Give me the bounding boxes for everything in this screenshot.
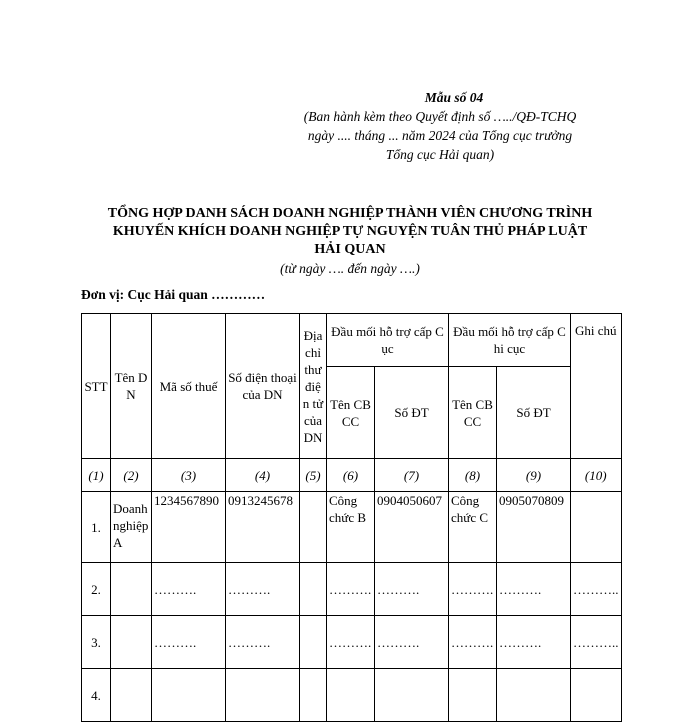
- row-note: ………..: [571, 616, 622, 669]
- header-dept-officer-phone: Số ĐT: [375, 367, 449, 459]
- row-dept-phone: ……….: [375, 616, 449, 669]
- row-email: [300, 492, 327, 563]
- row-tax-code: ……….: [152, 563, 226, 616]
- column-number: (4): [226, 459, 300, 492]
- title-line-1: TỔNG HỢP DANH SÁCH DOANH NGHIỆP THÀNH VIÊN CHƯƠNG TRÌNH: [107, 206, 593, 221]
- row-email: [300, 616, 327, 669]
- row-dept-officer: Công chức B: [327, 492, 375, 563]
- column-number: (3): [152, 459, 226, 492]
- title-line-3: HẢI QUAN: [314, 242, 386, 257]
- row-dept-officer: [327, 669, 375, 722]
- row-branch-phone: ……….: [497, 616, 571, 669]
- row-company-name: [111, 563, 152, 616]
- row-stt: 1.: [82, 492, 111, 563]
- issued-by-line-1: (Ban hành kèm theo Quyết định số …../QĐ-TCHQ: [303, 109, 577, 124]
- issued-by-line-2: ngày .... tháng ... năm 2024 của Tổng cục trưởng: [307, 128, 573, 143]
- column-number: (5): [300, 459, 327, 492]
- row-branch-phone: [497, 669, 571, 722]
- table-row: [82, 669, 622, 722]
- row-branch-officer: ……….: [449, 563, 497, 616]
- row-email: [300, 669, 327, 722]
- row-branch-officer: [449, 669, 497, 722]
- row-email: [300, 563, 327, 616]
- row-dept-officer: ……….: [327, 563, 375, 616]
- row-dept-phone: [375, 669, 449, 722]
- row-phone: 0913245678: [226, 492, 300, 563]
- row-phone: ……….: [226, 563, 300, 616]
- header-stt: STT: [82, 314, 111, 459]
- row-branch-phone: ……….: [497, 563, 571, 616]
- issued-by-line-3: Tổng cục Hải quan): [385, 147, 495, 162]
- column-number: (6): [327, 459, 375, 492]
- table-row: [82, 563, 622, 616]
- row-tax-code: 1234567890: [152, 492, 226, 563]
- title-period: (từ ngày …. đến ngày ….): [280, 261, 420, 276]
- row-note: ………..: [571, 563, 622, 616]
- header-note: Ghi chú: [571, 314, 622, 459]
- column-number: (10): [571, 459, 622, 492]
- column-number-row: [82, 459, 622, 492]
- row-dept-phone: ……….: [375, 563, 449, 616]
- header-branch-officer-name: Tên CBCC: [449, 367, 497, 459]
- form-header: [270, 88, 610, 164]
- header-tax-code: Mã số thuế: [152, 314, 226, 459]
- registry-table: [81, 313, 622, 722]
- row-note: [571, 492, 622, 563]
- table-row: [82, 616, 622, 669]
- column-number: (1): [82, 459, 111, 492]
- row-branch-officer: Công chức C: [449, 492, 497, 563]
- row-stt: 3.: [82, 616, 111, 669]
- header-branch-contact: Đầu mối hỗ trợ cấp Chi cục: [449, 314, 571, 367]
- header-dept-officer-name: Tên CBCC: [327, 367, 375, 459]
- column-number: (2): [111, 459, 152, 492]
- row-dept-officer: ……….: [327, 616, 375, 669]
- row-phone: ……….: [226, 616, 300, 669]
- row-company-name: [111, 669, 152, 722]
- row-branch-officer: ……….: [449, 616, 497, 669]
- row-dept-phone: 0904050607: [375, 492, 449, 563]
- header-company-name: Tên DN: [111, 314, 152, 459]
- row-branch-phone: 0905070809: [497, 492, 571, 563]
- row-tax-code: [152, 669, 226, 722]
- header-phone: Số điện thoại của DN: [226, 314, 300, 459]
- header-email: Địa chỉ thư điện tử của DN: [300, 314, 327, 459]
- row-phone: [226, 669, 300, 722]
- row-tax-code: ……….: [152, 616, 226, 669]
- row-note: [571, 669, 622, 722]
- unit-line: Đơn vị: Cục Hải quan …………: [81, 287, 266, 302]
- header-branch-officer-phone: Số ĐT: [497, 367, 571, 459]
- column-number: (7): [375, 459, 449, 492]
- title-line-2: KHUYẾN KHÍCH DOANH NGHIỆP TỰ NGUYỆN TUÂN THỦ PHÁP LUẬT: [112, 224, 588, 239]
- document-title: [60, 205, 640, 259]
- row-company-name: [111, 616, 152, 669]
- table-row: [82, 492, 622, 563]
- column-number: (8): [449, 459, 497, 492]
- row-stt: 4.: [82, 669, 111, 722]
- header-dept-contact: Đầu mối hỗ trợ cấp Cục: [327, 314, 449, 367]
- row-stt: 2.: [82, 563, 111, 616]
- row-company-name: Doanh nghiệp A: [111, 492, 152, 563]
- column-number: (9): [497, 459, 571, 492]
- form-number: Mẫu số 04: [424, 90, 484, 105]
